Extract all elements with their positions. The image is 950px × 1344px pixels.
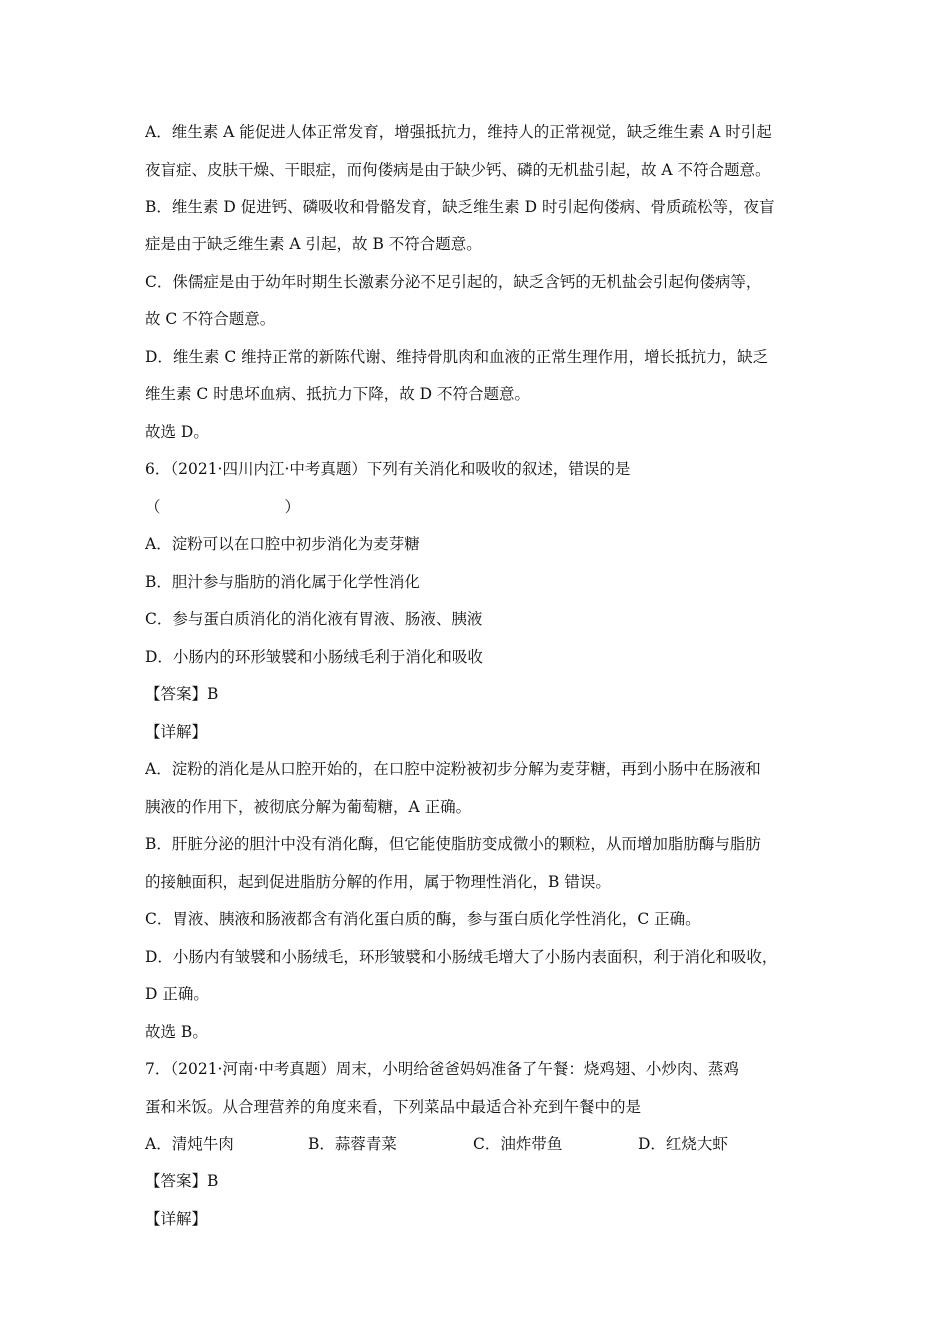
option-b: B．胆汁参与脂肪的消化属于化学性消化 — [145, 573, 420, 591]
text-line: 蛋和米饭。从合理营养的角度来看，下列菜品中最适合补充到午餐中的是 — [145, 1098, 642, 1116]
answer-label: 【答案】B — [145, 1172, 219, 1190]
text-line: 故选 B。 — [145, 1023, 208, 1041]
answer-blank: （ ） — [145, 498, 301, 516]
text-line: 故 C 不符合题意。 — [145, 310, 276, 328]
q7-option-b: B．蒜蓉青菜 — [308, 1135, 397, 1153]
option-a: A．淀粉可以在口腔中初步消化为麦芽糖 — [145, 535, 420, 553]
question-6-stem: 6．（2021·四川内江·中考真题）下列有关消化和吸收的叙述，错误的是 — [145, 460, 631, 478]
text-line: D．小肠内有皱襞和小肠绒毛，环形皱襞和小肠绒毛增大了小肠内表面积，利于消化和吸收， — [145, 948, 778, 966]
text-line: 夜盲症、皮肤干燥、干眼症，而佝偻病是由于缺少钙、磷的无机盐引起，故 A 不符合题意。 — [145, 161, 771, 179]
q7-option-a: A．清炖牛肉 — [145, 1135, 234, 1153]
text-line: 症是由于缺乏维生素 A 引起，故 B 不符合题意。 — [145, 235, 482, 253]
q7-option-c: C．油炸带鱼 — [473, 1135, 563, 1153]
question-7-stem: 7．（2021·河南·中考真题）周末，小明给爸爸妈妈准备了午餐：烧鸡翅、小炒肉、蒸鸡 — [145, 1060, 739, 1078]
text-line: D 正确。 — [145, 985, 209, 1003]
text-line: C．胃液、胰液和肠液都含有消化蛋白质的酶，参与蛋白质化学性消化，C 正确。 — [145, 910, 701, 928]
text-line: B．维生素 D 促进钙、磷吸收和骨骼发育，缺乏维生素 D 时引起佝偻病、骨质疏松等，夜盲 — [145, 198, 775, 216]
text-line: A．淀粉的消化是从口腔开始的，在口腔中淀粉被初步分解为麦芽糖，再到小肠中在肠液和 — [145, 760, 761, 778]
option-c: C．参与蛋白质消化的消化液有胃液、肠液、胰液 — [145, 610, 483, 628]
text-line: C．侏儒症是由于幼年时期生长激素分泌不足引起的，缺乏含钙的无机盐会引起佝偻病等， — [145, 273, 762, 291]
text-line: 故选 D。 — [145, 423, 209, 441]
q7-option-d: D．红烧大虾 — [638, 1135, 728, 1153]
explanation-heading: 【详解】 — [145, 1210, 208, 1228]
text-line: 的接触面积，起到促进脂肪分解的作用，属于物理性消化，B 错误。 — [145, 873, 611, 891]
text-line: B．肝脏分泌的胆汁中没有消化酶，但它能使脂肪变成微小的颗粒，从而增加脂肪酶与脂肪 — [145, 835, 761, 853]
explanation-heading: 【详解】 — [145, 723, 208, 741]
answer-label: 【答案】B — [145, 685, 219, 703]
text-line: A．维生素 A 能促进人体正常发育，增强抵抗力，维持人的正常视觉，缺乏维生素 A 时引起 — [145, 123, 772, 141]
text-line: 胰液的作用下，被彻底分解为葡萄糖，A 正确。 — [145, 798, 472, 816]
text-line: D．维生素 C 维持正常的新陈代谢、维持骨肌肉和血液的正常生理作用，增长抵抗力，缺乏 — [145, 348, 769, 366]
text-line: 维生素 C 时患坏血病、抵抗力下降，故 D 不符合题意。 — [145, 385, 530, 403]
option-d: D．小肠内的环形皱襞和小肠绒毛利于消化和吸收 — [145, 648, 483, 666]
